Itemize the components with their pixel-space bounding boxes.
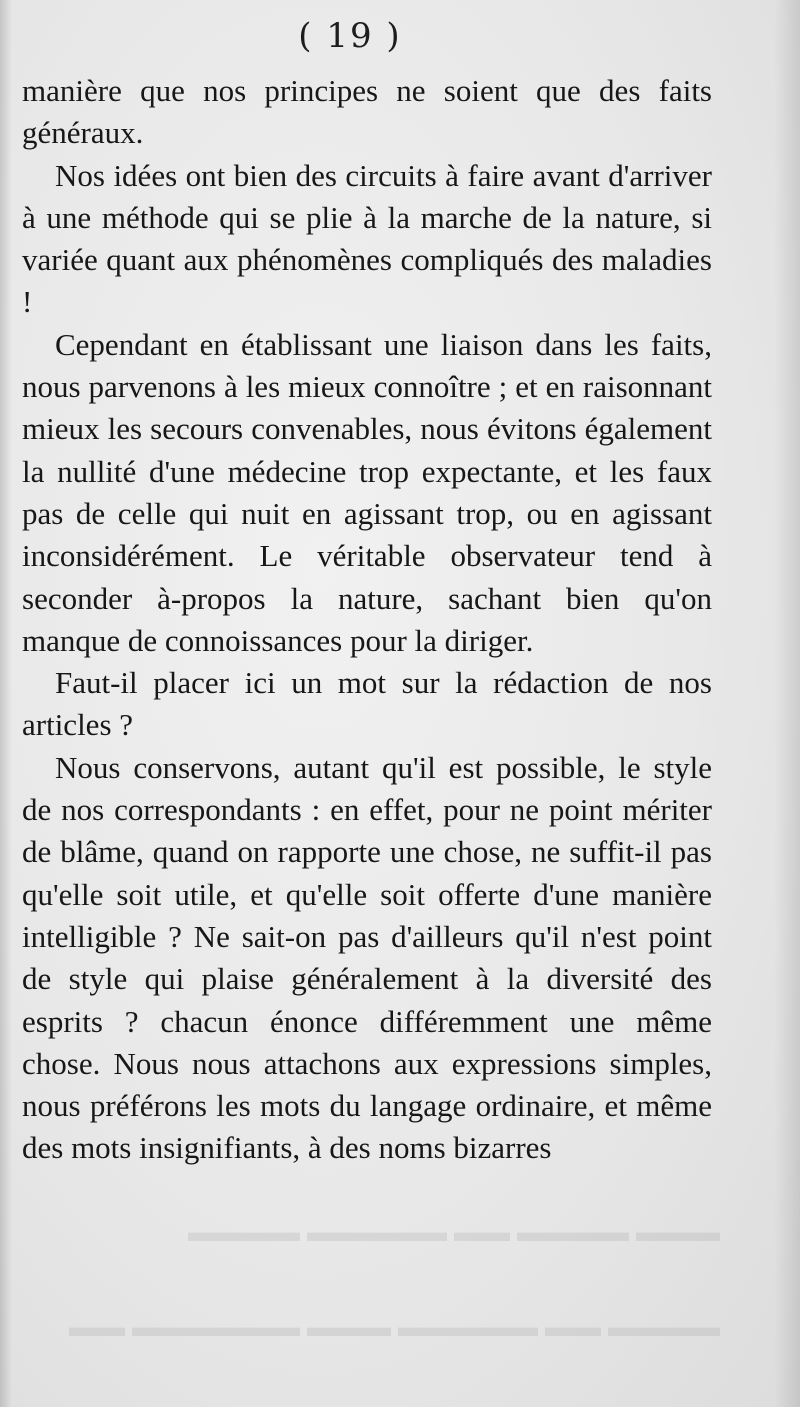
show-through-texture: ▬▬▬ ▬▬▬▬ ▬▬ ▬▬▬▬▬ ▬▬▬▬	[188, 1217, 720, 1248]
page-right-shadow	[774, 0, 800, 1407]
page-number: ( 19 )	[298, 16, 402, 56]
paragraph-2: Nos idées ont bien des circuits à faire avant d'arriver à une méthode qui se plie à la marche de la nature, si variée quant aux phénomènes compliqués des maladies !	[22, 157, 712, 320]
paragraph-5: Nous conservons, autant qu'il est possible, le style de nos correspondants : en effet, pour ne point mériter de blâme, quand on rapporte une chose, ne suffit-il pas qu'elle soit utile, et qu'elle soit offerte d'une manière intelligible ? Ne sait-on pas d'ailleurs qu'il n'est point de style qui plaise généralement à la diversité des esprits ? chacun énonce différemment une même chose. Nous nous attachons aux expressions simples, nous préférons les mots du langage ordinaire, et même des mots insignifiants, à des noms bizarres	[22, 749, 712, 1166]
page-left-shadow	[0, 0, 12, 1407]
paragraph-4: Faut-il placer ici un mot sur la rédaction de nos articles ?	[22, 665, 712, 743]
body-text	[22, 70, 712, 1170]
show-through-texture-2: ▬▬▬▬ ▬▬ ▬▬▬▬▬ ▬▬▬ ▬▬▬▬▬▬ ▬▬	[69, 1312, 720, 1343]
paragraph-1: manière que nos principes ne soient que des faits généraux.	[22, 73, 712, 151]
paragraph-3: Cependant en établissant une liaison dans les faits, nous parvenons à les mieux connoître ; et en raisonnant mieux les secours convenables, nous évitons également la nullité d'une médecine trop expectante, et les faux pas de celle qui nuit en agissant trop, ou en agissant inconsidérément. Le véritable observateur tend à seconder à-propos la nature, sachant bien qu'on manque de connoissances pour la diriger.	[22, 326, 712, 658]
